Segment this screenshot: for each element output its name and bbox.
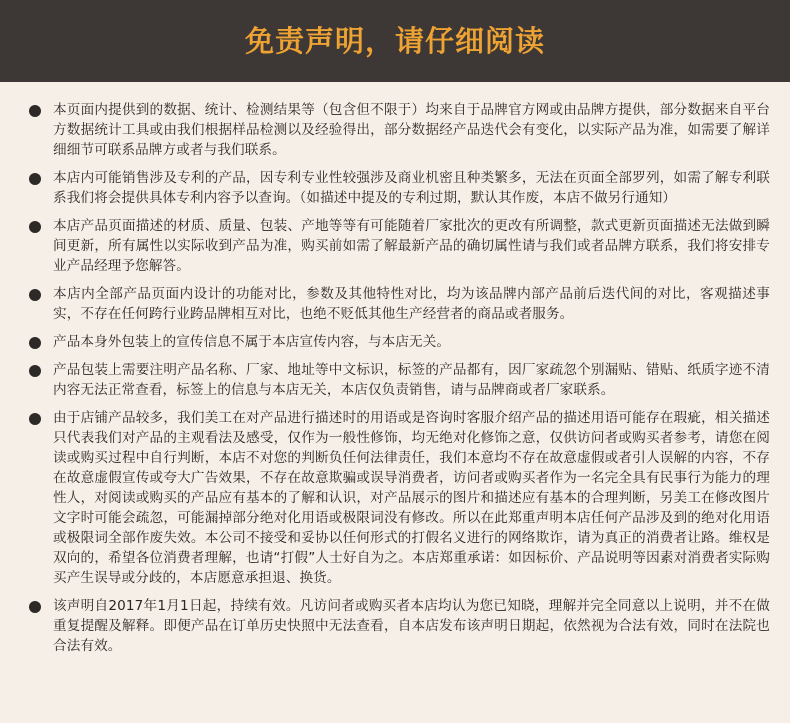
- list-item-text: 本店产品页面描述的材质、质量、包装、产地等等有可能随着厂家批次的更改有所调整，款式更新页面描述无法做到瞬间更新，所有属性以实际收到产品为准，购买前如需了解最新产品的确切属性请与我们或者品牌方联系，我们将安排专业产品经理予您解答。: [53, 218, 770, 274]
- list-item: [29, 596, 770, 656]
- list-item-text: 产品本身外包装上的宣传信息不属于本店宣传内容，与本店无关。: [53, 334, 451, 350]
- list-item-text: 由于店铺产品较多，我们美工在对产品进行描述时的用语或是咨询时客服介绍产品的描述用语可能存在瑕疵，相关描述只代表我们对产品的主观看法及感受，仅作为一般性修饰，均无绝对化修饰之意，仅供访问者或购买者参考，请您在阅读或购买过程中自行判断，本店不对您的判断负任何法律责任，我们本意均不存在故意虚假或者引人误解的内容，不存在故意虚假宣传或夸大广告效果，不存在故意欺骗或误导消费者，访问者或购买者作为一名完全具有民事行为能力的理性人，对阅读或购买的产品应有基本的了解和认识，对产品展示的图片和描述应有基本的合理判断，另美工在修改图片文字时可能会疏忽，可能漏掉部分绝对化用语或极限词没有修改。所以在此郑重声明本店任何产品涉及到的绝对化用语或极限词全部作废失效。本公司不接受和妥协以任何形式的打假名义进行的网络欺诈，请为真正的消费者让路。维权是双向的，希望各位消费者理解，也请“打假”人士好自为之。本店郑重承诺：如因标价、产品说明等因素对消费者实际购买产生误导或分歧的，本店愿意承担退、换货。: [53, 410, 770, 586]
- bullet-dot-icon: [29, 601, 41, 613]
- bullet-dot-icon: [29, 337, 41, 349]
- list-item: [29, 408, 770, 588]
- list-item-text: 本页面内提供到的数据、统计、检测结果等（包含但不限于）均来自于品牌官方网或由品牌方提供，部分数据来自平台方数据统计工具或由我们根据样品检测以及经验得出，部分数据经产品迭代会有变化，以实际产品为准，如需要了解详细细节可联系品牌方或者与我们联系。: [53, 102, 770, 158]
- list-item: [29, 216, 770, 276]
- bullet-dot-icon: [29, 289, 41, 301]
- list-item: [29, 284, 770, 324]
- bullet-dot-icon: [29, 221, 41, 233]
- disclaimer-list: [0, 82, 790, 723]
- bullet-dot-icon: [29, 413, 41, 425]
- bullet-dot-icon: [29, 365, 41, 377]
- header-banner: [0, 0, 790, 82]
- bullet-dot-icon: [29, 105, 41, 117]
- list-item-text: 本店内可能销售涉及专利的产品，因专利专业性较强涉及商业机密且种类繁多，无法在页面全部罗列，如需了解专利联系我们将会提供具体专利内容予以查询。（如描述中提及的专利过期，默认其作废，本店不做另行通知）: [53, 170, 770, 206]
- list-item-text: 产品包装上需要注明产品名称、厂家、地址等中文标识，标签的产品都有，因厂家疏忽个别漏贴、错贴、纸质字迹不清内容无法正常查看，标签上的信息与本店无关，本店仅负责销售，请与品牌商或者厂家联系。: [53, 362, 770, 398]
- list-item: [29, 360, 770, 400]
- list-item-text: 该声明自2017年1月1日起，持续有效。凡访问者或购买者本店均认为您已知晓，理解并完全同意以上说明，并不在做重复提醒及解释。即便产品在订单历史快照中无法查看，自本店发布该声明日期起，依然视为合法有效，同时在法院也合法有效。: [53, 598, 770, 654]
- list-item: [29, 168, 770, 208]
- list-item-text: 本店内全部产品页面内设计的功能对比，参数及其他特性对比，均为该品牌内部产品前后迭代间的对比，客观描述事实，不存在任何跨行业跨品牌相互对比，也绝不贬低其他生产经营者的商品或者服务。: [53, 286, 770, 322]
- bullet-dot-icon: [29, 173, 41, 185]
- list-item: [29, 332, 770, 352]
- list-item: [29, 100, 770, 160]
- page-title: 免责声明，请仔细阅读: [244, 23, 545, 58]
